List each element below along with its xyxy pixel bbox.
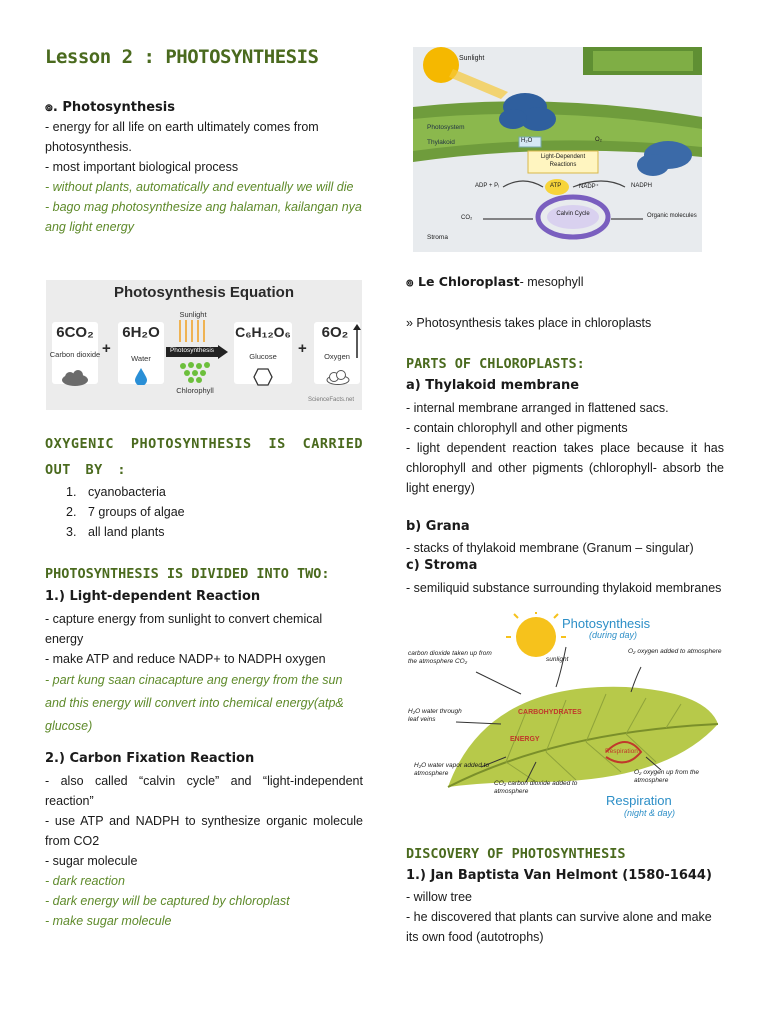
plus-sign: +	[102, 340, 111, 357]
diagram-nadph: NADPH	[631, 183, 653, 189]
o2-formula: 6O₂	[321, 324, 349, 341]
hexagon-icon	[253, 368, 273, 386]
intro-green-line: - bago mag photosynthesize ang halaman, kailangan nya ang light energy	[45, 200, 362, 234]
chloroplast-illustration	[413, 47, 702, 252]
diagram-adp: ADP + Pᵢ	[475, 183, 500, 189]
chloroplast-line	[406, 272, 583, 292]
grana-line: - stacks of thylakoid membrane (Granum – singular)	[406, 541, 694, 555]
thylakoid-text	[406, 398, 724, 498]
page-title: Lesson 2 : PHOTOSYNTHESIS	[45, 46, 319, 68]
cfr-text	[45, 771, 363, 931]
sunlight-rays-icon	[176, 320, 212, 344]
leaf-o2-added: O₂ oxygen added to atmosphere	[628, 648, 722, 655]
diagram-photosystem: Photosystem	[427, 124, 465, 131]
chloroplast-note: » Photosynthesis takes place in chloroplasts	[406, 316, 652, 330]
photosynthesis-equation-figure	[46, 280, 362, 410]
list-item: 2. 7 groups of algae	[66, 505, 185, 519]
thylakoid-heading: a) Thylakoid membrane	[406, 378, 580, 393]
stroma-line: - semiliquid substance surrounding thylakoid membranes	[406, 581, 722, 595]
thylakoid-line: - internal membrane arranged in flattened sacs.	[406, 401, 669, 415]
diagram-sunlight: Sunlight	[459, 55, 485, 62]
cfr-line: - use ATP and NADPH to synthesize organic molecule from CO2	[45, 814, 363, 848]
chlorophyll-label: Chlorophyll	[176, 386, 214, 395]
thylakoid-line: - contain chlorophyll and other pigments	[406, 421, 628, 435]
cfr-heading: 2.) Carbon Fixation Reaction	[45, 751, 255, 766]
cloud-light-icon	[325, 370, 351, 385]
leaf-photosynthesis-figure	[406, 612, 732, 822]
list-item: 1. cyanobacteria	[66, 485, 166, 499]
diagram-organic: Organic molecules	[647, 213, 697, 219]
chlorophyll-dots-icon	[178, 362, 212, 384]
arrow-label: Photosynthesis	[169, 347, 215, 354]
leaf-energy: ENERGY	[510, 736, 540, 743]
cloud-dark-icon	[60, 370, 90, 386]
diagram-o2: O₂	[595, 137, 602, 143]
oxygenic-list	[66, 482, 185, 542]
diagram-thylakoid: Thylakoid	[427, 139, 455, 146]
chloroplast-diagram	[413, 47, 702, 252]
o2-label: Oxygen	[324, 352, 350, 361]
co2-label: Carbon dioxide	[49, 350, 101, 359]
diagram-nadp: NADP⁺	[579, 184, 599, 190]
equation-title: Photosynthesis Equation	[113, 284, 294, 301]
leaf-h2o-vapor: H₂O water vapor added to atmosphere	[414, 762, 490, 777]
cfr-green-line: - dark energy will be captured by chloroplast	[45, 894, 290, 908]
diagram-ldr: Light-Dependent Reactions	[540, 154, 586, 168]
helmont-text	[406, 887, 724, 947]
leaf-co2-added: CO₂ carbon dioxide added to atmosphere	[494, 780, 578, 795]
helmont-line: - willow tree	[406, 890, 472, 904]
parts-heading: PARTS OF CHLOROPLASTS:	[406, 356, 585, 372]
leaf-carbohydrates: CARBOHYDRATES	[518, 709, 582, 716]
divided-heading: PHOTOSYNTHESIS IS DIVIDED INTO TWO:	[45, 566, 330, 582]
leaf-h2o-veins: H₂O water through leaf veins	[408, 708, 462, 723]
cfr-green-line: - make sugar molecule	[45, 914, 172, 928]
sunlight-label: Sunlight	[179, 310, 207, 319]
intro-green-line: - without plants, automatically and eventually we will die	[45, 180, 354, 194]
h2o-formula: 6H₂O	[122, 324, 160, 341]
figure-credit: ScienceFacts.net	[308, 397, 355, 403]
glucose-label: Glucose	[249, 352, 277, 361]
leaf-sunlight: sunlight	[546, 656, 569, 663]
discovery-heading: DISCOVERY OF PHOTOSYNTHESIS	[406, 846, 626, 862]
intro-text	[45, 117, 363, 237]
ldr-line: - make ATP and reduce NADP+ to NADPH oxygen	[45, 652, 326, 666]
intro-line: - most important biological process	[45, 160, 239, 174]
grana-heading: b) Grana	[406, 519, 470, 534]
cfr-line: - sugar molecule	[45, 854, 138, 868]
stroma-heading: c) Stroma	[406, 558, 478, 573]
leaf-o2-up: O₂ oxygen up from the atmosphere	[634, 769, 699, 784]
leaf-co2-taken: carbon dioxide taken up from the atmosphere CO₂	[408, 650, 492, 665]
diagram-h2o: H₂O	[521, 138, 533, 144]
intro-line: - energy for all life on earth ultimately comes from photosynthesis.	[45, 120, 319, 154]
diagram-co2: CO₂	[461, 215, 473, 221]
helmont-line: - he discovered that plants can survive alone and make its own food (autotrophs)	[406, 910, 712, 944]
ldr-line: - capture energy from sunlight to convert chemical energy	[45, 612, 323, 646]
diagram-calvin: Calvin Cycle	[556, 211, 590, 217]
plus-sign: +	[298, 340, 307, 357]
helmont-heading: 1.) Jan Baptista Van Helmont (1580-1644)	[406, 868, 712, 883]
diagram-atp: ATP	[550, 183, 562, 189]
thylakoid-line: - light dependent reaction takes place because it has chlorophyll and other pigments (chlorophyll- absorb the light energy)	[406, 441, 724, 495]
list-item: 3. all land plants	[66, 525, 165, 539]
h2o-label: Water	[131, 354, 151, 363]
water-drop-icon	[135, 368, 147, 385]
oxygenic-heading: OXYGENIC PHOTOSYNTHESIS IS CARRIED OUT BY :	[45, 436, 363, 478]
co2-formula: 6CO₂	[56, 324, 94, 341]
cfr-green-line: - dark reaction	[45, 874, 125, 888]
glucose-formula: C₆H₁₂O₆	[235, 324, 291, 340]
leaf-respiration-inner: Respiration	[605, 748, 638, 755]
leaf-night-day: (night & day)	[624, 808, 676, 818]
ldr-heading: 1.) Light-dependent Reaction	[45, 589, 261, 604]
diagram-stroma: Stroma	[427, 234, 448, 241]
leaf-photosynthesis-title: Photosynthesis	[562, 616, 651, 631]
chloroplast-suffix: - mesophyll	[519, 275, 584, 289]
ldr-green-line: - part kung saan cinacapture ang energy from the sun and this energy will convert into chemical energy(atp& glucose)	[45, 673, 344, 733]
leaf-during-day: (during day)	[589, 630, 638, 640]
cfr-line: - also called “calvin cycle” and “light-independent reaction”	[45, 774, 363, 808]
photosynthesis-heading: ๏. Photosynthesis	[45, 100, 175, 115]
ldr-text	[45, 609, 363, 738]
leaf-respiration-title: Respiration	[606, 793, 672, 808]
chloroplast-heading: ๏ Le Chloroplast	[406, 274, 520, 289]
